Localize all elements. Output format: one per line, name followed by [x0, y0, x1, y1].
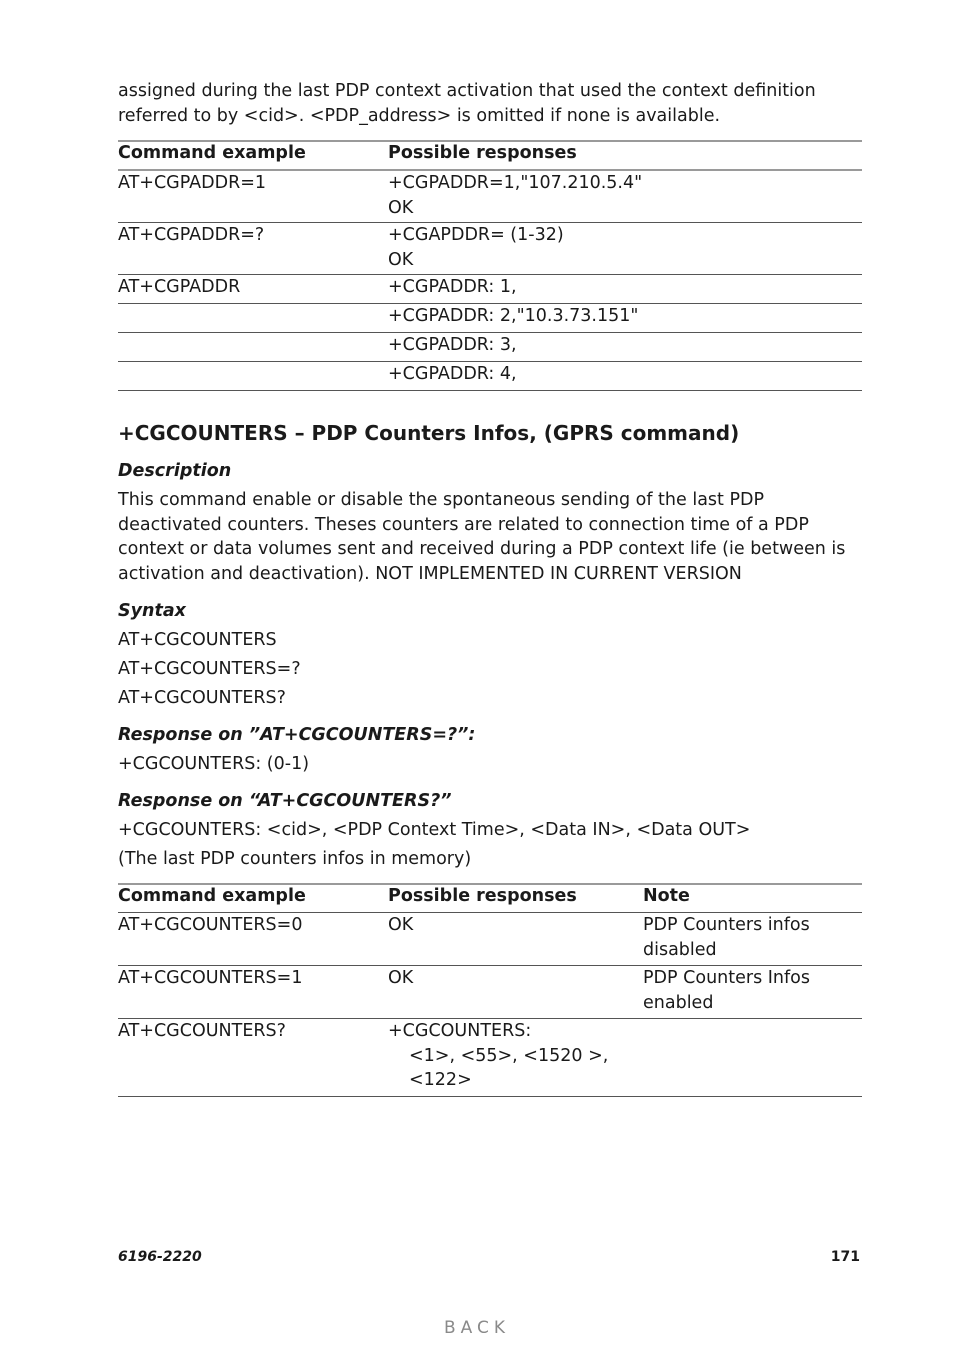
response-cell: +CGPADDR: 3, [388, 333, 862, 362]
description-heading: Description [118, 461, 232, 481]
response-line: +CGPADDR=1,"107.210.5.4" [388, 173, 643, 193]
document-number: 6196-2220 [118, 1249, 202, 1265]
command-cell: AT+CGCOUNTERS=0 [118, 913, 388, 966]
syntax-line: AT+CGCOUNTERS=? [118, 659, 301, 679]
command-cell: AT+CGCOUNTERS=1 [118, 966, 388, 1019]
section-title: +CGCOUNTERS – PDP Counters Infos, (GPRS command) [118, 421, 740, 445]
table-row [118, 1019, 862, 1097]
response-line: +CGCOUNTERS: [388, 1021, 532, 1041]
table-row [118, 362, 862, 391]
command-cell: AT+CGCOUNTERS? [118, 1019, 388, 1097]
table-row [118, 913, 862, 966]
table1-header-responses: Possible responses [388, 141, 862, 170]
table-row [118, 966, 862, 1019]
response-cell: OK [388, 966, 643, 1019]
command-cell [118, 362, 388, 391]
response-cell [388, 1019, 643, 1097]
command-cell: AT+CGPADDR=1 [118, 170, 388, 223]
response-cell [388, 170, 862, 223]
response-line: <122> [409, 1070, 472, 1090]
response-cell: +CGPADDR: 4, [388, 362, 862, 391]
response-cell: +CGPADDR: 2,"10.3.73.151" [388, 304, 862, 333]
note-cell: PDP Counters infos disabled [643, 913, 862, 966]
note-cell [643, 1019, 862, 1097]
page-content [118, 79, 862, 1097]
note-cell: PDP Counters Infos enabled [643, 966, 862, 1019]
table-row [118, 275, 862, 304]
table2-header-command: Command example [118, 884, 388, 913]
syntax-line: AT+CGCOUNTERS [118, 630, 277, 650]
response-test-line: +CGCOUNTERS: (0-1) [118, 754, 310, 774]
response-line: OK [388, 249, 414, 270]
table-row [118, 304, 862, 333]
response-line: <1>, <55>, <1520 >, [409, 1045, 609, 1066]
cgcounters-examples-table [118, 883, 862, 1097]
table1-header-command: Command example [118, 141, 388, 170]
command-cell [118, 304, 388, 333]
cgpaddr-examples-table [118, 140, 862, 391]
command-cell: AT+CGPADDR=? [118, 223, 388, 275]
response-cell [388, 223, 862, 275]
syntax-line: AT+CGCOUNTERS? [118, 688, 286, 708]
table2-header-note: Note [643, 884, 862, 913]
response-cell: OK [388, 913, 643, 966]
intro-paragraph: assigned during the last PDP context activation that used the context definition referred to by <cid>. <PDP_address> is omitted if none is available. [118, 81, 816, 126]
back-link[interactable]: BACK [443, 1318, 510, 1338]
page-number: 171 [830, 1249, 860, 1265]
response-test-heading: Response on ”AT+CGCOUNTERS=?”: [118, 725, 476, 745]
response-read-line: (The last PDP counters infos in memory) [118, 849, 472, 869]
description-text: This command enable or disable the spontaneous sending of the last PDP deactivated counters. Theses counters are related to connection time of a PDP context or data volumes sent and received during a PDP context life (ie between is activation and deactivation). NOT IMPLEMENTED IN CURRENT VERSION [118, 490, 846, 584]
table2-header-responses: Possible responses [388, 884, 643, 913]
response-read-heading: Response on “AT+CGCOUNTERS?” [118, 791, 452, 811]
response-line: +CGAPDDR= (1-32) [388, 225, 564, 245]
response-line: OK [388, 197, 414, 218]
response-read-line: +CGCOUNTERS: <cid>, <PDP Context Time>, <Data IN>, <Data OUT> [118, 820, 751, 840]
command-cell [118, 333, 388, 362]
table-row [118, 170, 862, 223]
command-cell: AT+CGPADDR [118, 275, 388, 304]
table-row [118, 333, 862, 362]
table-row [118, 223, 862, 275]
syntax-heading: Syntax [118, 601, 186, 621]
response-cell: +CGPADDR: 1, [388, 275, 862, 304]
